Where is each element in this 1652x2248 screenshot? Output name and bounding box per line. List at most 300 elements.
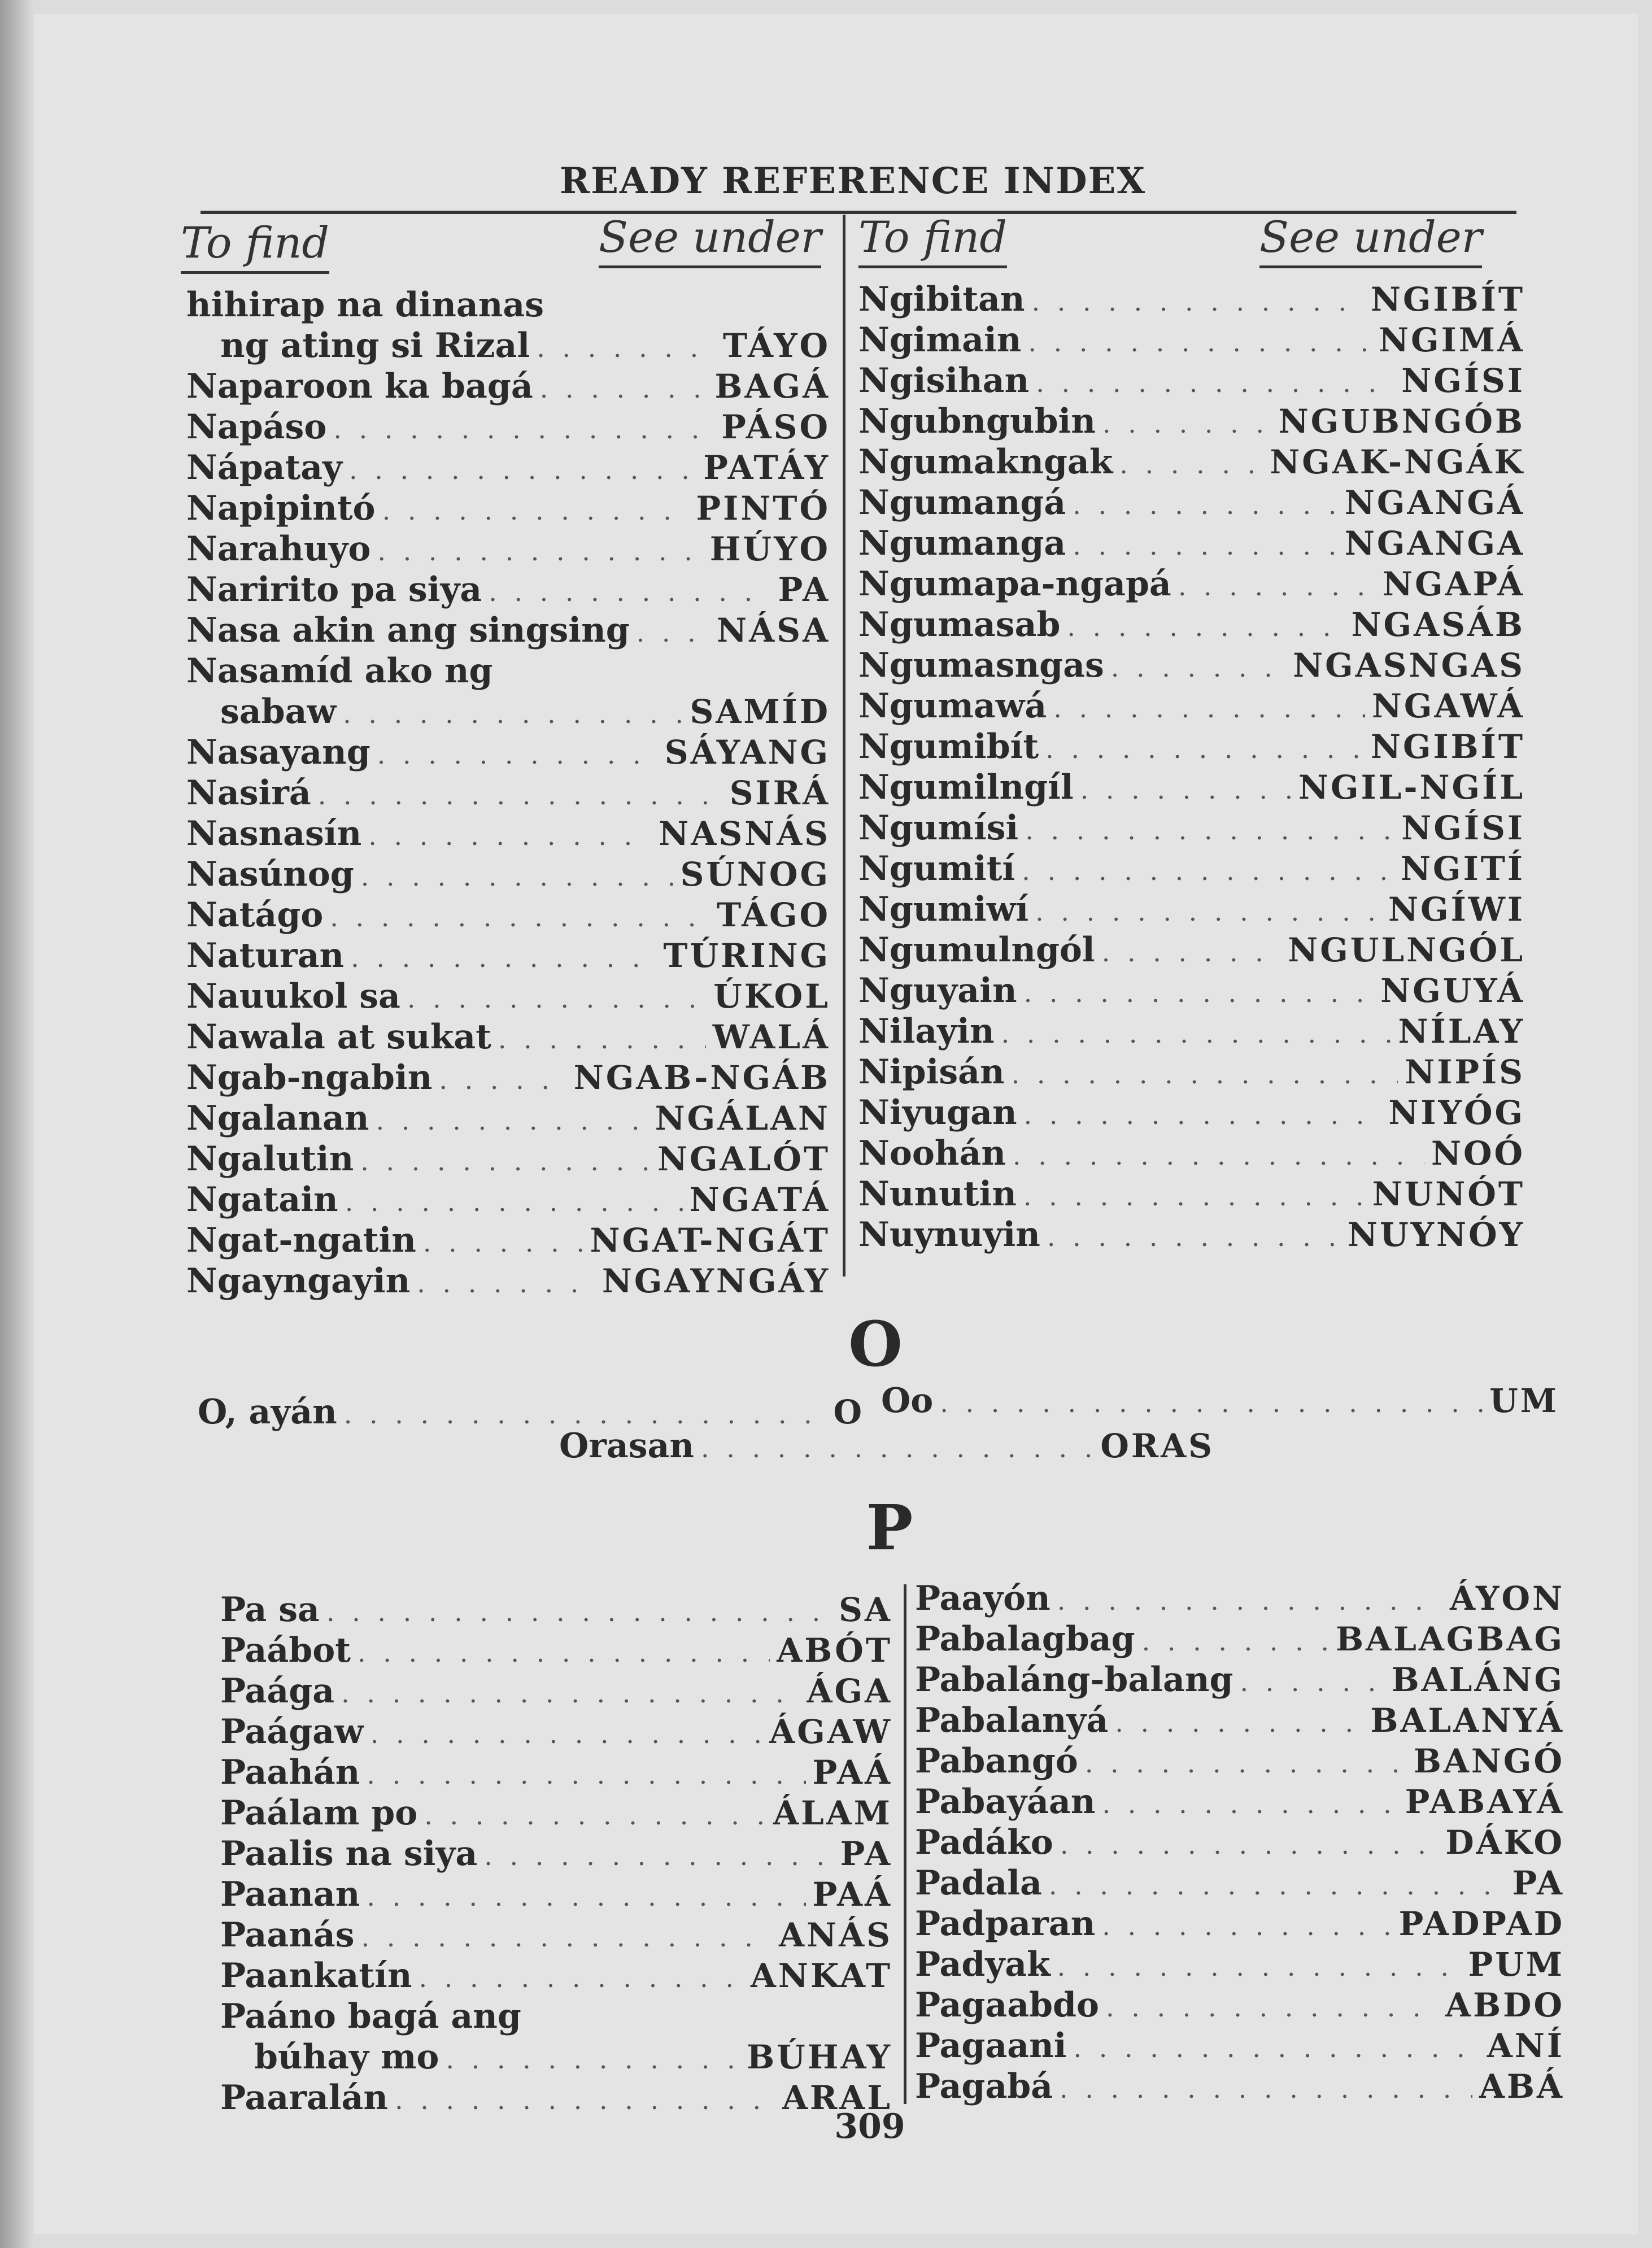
entry-reference: TÚRING	[663, 936, 830, 975]
entry-reference: NIYÓG	[1388, 1093, 1525, 1132]
entry-term: Nasirá	[186, 773, 311, 813]
entry-reference: NGAYNGÁY	[601, 1262, 830, 1300]
index-entry	[858, 402, 1525, 442]
entry-term: Paanan	[220, 1875, 360, 1914]
entry-reference: NGASÁB	[1351, 605, 1525, 644]
entry-reference: NGUBNGÓB	[1278, 402, 1525, 441]
index-entry	[186, 936, 830, 977]
entry-reference: ABÁ	[1479, 2067, 1564, 2106]
index-entry	[186, 651, 830, 692]
entry-term: Ngat-ngatin	[186, 1221, 416, 1260]
entry-reference: ANKAT	[750, 1957, 892, 1995]
entry-reference: ÁLAM	[773, 1794, 892, 1832]
entry-reference: PADPAD	[1398, 1905, 1564, 1943]
index-entry	[858, 1174, 1525, 1215]
entry-reference: PA	[1512, 1864, 1564, 1902]
leader-dots	[1024, 978, 1374, 1008]
entry-reference: ABÓT	[777, 1631, 892, 1670]
index-entry	[186, 489, 830, 529]
entry-reference: ANÍ	[1487, 2027, 1564, 2065]
entry-reference: TÁGO	[716, 896, 830, 934]
index-entry	[186, 1058, 830, 1099]
index-entry	[220, 1997, 892, 2037]
leader-dots	[540, 373, 708, 404]
leader-dots	[395, 2085, 775, 2115]
entry-term: Paálam po	[220, 1793, 418, 1833]
leader-dots	[1067, 612, 1344, 642]
leader-dots	[1032, 286, 1364, 317]
leader-dots	[1060, 2073, 1472, 2104]
entry-term: Noohán	[858, 1134, 1006, 1173]
leader-dots	[1028, 327, 1372, 358]
index-entry	[858, 727, 1525, 768]
leader-dots	[1060, 1829, 1439, 1860]
leader-dots	[1111, 652, 1286, 683]
entry-term: Ngisihan	[858, 361, 1030, 400]
entry-term: ng ating si Rizal	[220, 326, 530, 365]
entry-term: Nasa akin ang singsing	[186, 611, 630, 650]
leader-dots	[1025, 815, 1394, 846]
index-entry	[186, 1221, 830, 1261]
leader-dots	[367, 1881, 805, 1912]
entry-term: Pabaláng-balang	[915, 1660, 1233, 1700]
index-entry	[858, 808, 1525, 849]
entry-term: Ngumiwí	[858, 890, 1029, 929]
leader-dots	[326, 1597, 832, 1627]
leader-dots	[489, 577, 771, 607]
leader-dots	[1053, 693, 1365, 724]
index-entry	[186, 773, 830, 814]
index-entry	[186, 611, 830, 651]
leader-dots	[370, 1719, 762, 1749]
index-entry	[915, 1660, 1564, 1701]
entry-reference: WALÁ	[712, 1018, 830, 1056]
leader-dots	[1074, 2033, 1480, 2063]
entry-term: hihirap na dinanas	[186, 285, 544, 325]
entry-reference: NUNÓT	[1372, 1175, 1525, 1213]
entry-reference: BALAGBAG	[1336, 1620, 1564, 1658]
entry-term: Paanás	[220, 1915, 355, 1955]
leader-dots	[446, 2044, 740, 2075]
index-entry	[858, 1052, 1525, 1093]
index-entry	[858, 646, 1525, 686]
entry-term: Nipisán	[858, 1052, 1005, 1092]
entry-term: Ngumití	[858, 849, 1015, 888]
entry-term: Pabalanyá	[915, 1701, 1109, 1740]
entry-term: Ngatain	[186, 1180, 338, 1219]
entry-term: Ngumasngas	[858, 646, 1104, 685]
entry-term: Nasamíd ako ng	[186, 651, 493, 691]
index-entry	[915, 1863, 1564, 1904]
entry-term: Padyak	[915, 1945, 1051, 1984]
entry-term: Ngayngayin	[186, 1261, 411, 1301]
page-number: 309	[834, 2107, 905, 2146]
entry-reference: NGÍSI	[1401, 361, 1525, 400]
leader-dots	[1047, 1222, 1341, 1252]
column-divider-bottom	[904, 1584, 906, 2104]
p-right-entries	[915, 1579, 1564, 2107]
entry-reference: BANGÓ	[1413, 1742, 1564, 1780]
entry-term: Narahuyo	[186, 529, 371, 569]
entry-term: Naririto pa siya	[186, 570, 482, 609]
leader-dots	[1057, 1585, 1443, 1616]
index-entry	[858, 280, 1525, 320]
entry-term: Ngumangá	[858, 483, 1066, 522]
entry-term: Ngimain	[858, 320, 1022, 360]
leader-dots	[361, 1922, 773, 1953]
index-entry	[858, 320, 1525, 361]
entry-reference: ANÁS	[779, 1916, 892, 1954]
entry-reference: PUM	[1468, 1945, 1564, 1984]
leader-dots	[1073, 530, 1338, 561]
entry-term: Ngumawá	[858, 686, 1047, 726]
leader-dots	[343, 699, 683, 729]
entry-term: Ngumibít	[858, 727, 1039, 766]
entry-term: Pagabá	[915, 2067, 1053, 2106]
entry-term: Naparoon ka bagá	[186, 367, 533, 406]
entry-term: Nuynuyin	[858, 1215, 1040, 1254]
entry-term: Nunutin	[858, 1174, 1017, 1214]
index-entry	[186, 1099, 830, 1139]
leader-dots	[341, 1678, 800, 1709]
entry-term: Pagaabdo	[915, 1985, 1100, 2025]
entry-term: Pabangó	[915, 1741, 1078, 1781]
entry-term: Niyugan	[858, 1093, 1017, 1132]
entry-term: Padparan	[915, 1904, 1096, 1944]
entry-reference: SIRÁ	[729, 774, 830, 812]
entry-term: Ngumísi	[858, 808, 1019, 848]
entry-reference: BALANYÁ	[1370, 1701, 1564, 1740]
entry-term: Paáno bagá ang	[220, 1997, 521, 2036]
entry-reference: NGIBÍT	[1371, 280, 1525, 319]
entry-term: Ngubngubin	[858, 402, 1096, 441]
index-entry	[186, 529, 830, 570]
index-entry	[858, 849, 1525, 890]
section-letter-p: P	[866, 1491, 913, 1564]
entry-term: Pa sa	[220, 1590, 320, 1630]
entry-term: Nasayang	[186, 733, 370, 772]
leader-dots	[1024, 1100, 1382, 1130]
entry-reference: NGAT-NGÁT	[590, 1221, 830, 1260]
leader-dots	[1057, 1951, 1462, 1982]
index-entry	[186, 407, 830, 448]
index-entry	[858, 605, 1525, 646]
entry-reference: PINTÓ	[696, 489, 830, 528]
leader-dots	[637, 617, 710, 648]
leader-dots	[1106, 1992, 1439, 2023]
entry-reference: PABAYÁ	[1405, 1783, 1564, 1821]
entry-term: Nguyain	[858, 971, 1017, 1010]
entry-reference: SÚNOG	[680, 855, 830, 894]
leader-dots	[1102, 408, 1272, 439]
leader-dots	[439, 1065, 566, 1095]
entry-term: Paágaw	[220, 1712, 364, 1752]
entry-reference: TÁYO	[722, 326, 830, 365]
entry-reference: PAÁ	[812, 1875, 892, 1914]
entry-reference: ÁGA	[807, 1672, 892, 1710]
leader-dots	[382, 495, 690, 526]
entry-reference: NGAPÁ	[1383, 565, 1525, 603]
leader-dots	[1045, 734, 1364, 764]
entry-term: Paahán	[220, 1753, 360, 1792]
index-entry	[858, 1093, 1525, 1134]
leader-dots	[1001, 1018, 1392, 1049]
leader-dots	[1080, 774, 1292, 805]
entry-term: Natágo	[186, 895, 324, 935]
entry-term: Paalis na siya	[220, 1834, 478, 1874]
index-entry: Oo . . . UM	[881, 1381, 1559, 1422]
entry-reference: BÚHAY	[747, 2038, 892, 2076]
leader-dots	[367, 1759, 805, 1790]
index-entry: O, ayán . . . O	[198, 1392, 864, 1433]
entry-term: Padala	[915, 1863, 1042, 1903]
entry-reference: PA	[840, 1835, 892, 1873]
leader-dots	[423, 1227, 583, 1258]
leader-dots	[1085, 1748, 1407, 1779]
leader-dots	[1012, 1059, 1398, 1090]
entry-reference: NGAB-NGÁB	[573, 1058, 830, 1097]
leader-dots	[330, 902, 710, 933]
entry-reference: BALÁNG	[1391, 1661, 1564, 1699]
leader-dots	[1049, 1870, 1506, 1901]
entry-reference: NIPÍS	[1405, 1053, 1525, 1091]
index-entry	[186, 1180, 830, 1221]
leader-dots	[1013, 1140, 1424, 1171]
entry-term: Padáko	[915, 1823, 1053, 1862]
entry-term: Ngibitan	[858, 280, 1025, 319]
index-entry	[858, 930, 1525, 971]
index-entry	[186, 326, 830, 367]
p-left-entries	[220, 1590, 892, 2119]
index-entry	[858, 442, 1525, 483]
index-entry	[858, 1215, 1525, 1256]
entry-reference: NGITÍ	[1401, 849, 1525, 888]
entry-reference: HÚYO	[709, 530, 830, 568]
entry-term: Ngumapa-ngapá	[858, 564, 1171, 604]
page-title: READY REFERENCE INDEX	[559, 160, 1147, 202]
entry-term: Nasúnog	[186, 855, 354, 894]
entry-reference: NGIL-NGÍL	[1298, 768, 1525, 807]
index-entry: Orasan . . . ORAS	[559, 1426, 1214, 1467]
entry-reference: PAÁ	[812, 1753, 892, 1792]
index-entry	[858, 564, 1525, 605]
leader-dots	[360, 1146, 651, 1177]
index-entry	[186, 692, 830, 733]
leader-dots	[1036, 368, 1394, 398]
entry-term: Pagaani	[915, 2026, 1067, 2066]
entry-reference: BAGÁ	[714, 367, 830, 406]
index-entry	[220, 1671, 892, 1712]
section-letter-o: O	[848, 1308, 903, 1380]
entry-reference: ÁGAW	[769, 1713, 892, 1751]
entry-reference: DÁKO	[1445, 1823, 1564, 1862]
entry-reference: NGÍWI	[1388, 890, 1525, 929]
index-entry	[186, 285, 830, 326]
index-entry	[186, 733, 830, 773]
left-see-under-heading: See under	[599, 212, 821, 262]
leader-dots	[1102, 1911, 1392, 1941]
entry-reference: NUYNÓY	[1348, 1216, 1525, 1254]
leader-dots	[1119, 449, 1263, 480]
leader-dots	[419, 1963, 743, 1993]
leader-dots	[1023, 1181, 1366, 1212]
leader-dots	[1240, 1667, 1384, 1697]
index-entry	[915, 1782, 1564, 1823]
entry-reference: NGASNGAS	[1293, 646, 1525, 685]
leader-dots	[361, 861, 674, 892]
entry-reference: NOÓ	[1431, 1134, 1525, 1173]
index-entry	[220, 2037, 892, 2078]
entry-reference: SA	[839, 1591, 892, 1629]
entry-reference: NASNÁS	[659, 814, 830, 853]
index-entry	[186, 367, 830, 407]
entry-reference: NGUYÁ	[1380, 971, 1525, 1010]
index-entry	[858, 1012, 1525, 1052]
leader-dots	[1022, 856, 1394, 886]
leader-dots	[377, 536, 703, 567]
entry-reference: NGALÓT	[657, 1140, 830, 1178]
index-entry	[858, 686, 1525, 727]
entry-term: Naturan	[186, 936, 345, 975]
index-entry	[915, 1701, 1564, 1741]
entry-reference: NGANGA	[1344, 524, 1525, 563]
entry-reference: NGÍSI	[1401, 809, 1525, 847]
index-entry	[915, 2026, 1564, 2067]
index-entry	[186, 1139, 830, 1180]
entry-reference: NGATÁ	[689, 1180, 830, 1219]
index-entry	[858, 361, 1525, 402]
entry-term: Nawala at sukat	[186, 1017, 491, 1057]
index-entry	[186, 814, 830, 855]
entry-term: Ngab-ngabin	[186, 1058, 433, 1097]
entry-term: sabaw	[220, 692, 337, 731]
leader-dots	[424, 1800, 766, 1831]
entry-term: Paábot	[220, 1631, 351, 1670]
leader-dots	[377, 739, 658, 770]
index-entry	[858, 524, 1525, 564]
entry-term: Napipintó	[186, 489, 376, 528]
entry-term: Ngumulngól	[858, 930, 1095, 970]
entry-term: Nápatay	[186, 448, 343, 487]
index-entry	[915, 1823, 1564, 1863]
entry-reference: ÁYON	[1449, 1579, 1564, 1618]
entry-reference: NÁSA	[717, 611, 830, 650]
entry-reference: NGAK-NGÁK	[1270, 443, 1525, 481]
index-entry	[186, 448, 830, 489]
index-entry	[915, 2067, 1564, 2107]
index-entry	[915, 1985, 1564, 2026]
index-entry	[915, 1579, 1564, 1619]
entry-reference: PÁSO	[721, 408, 830, 446]
entry-term: Paaralán	[220, 2078, 389, 2118]
leader-dots	[537, 333, 716, 363]
index-entry	[858, 483, 1525, 524]
entry-term: Ngumanga	[858, 524, 1066, 563]
right-to-find-heading: To find	[858, 212, 1007, 262]
column-divider-top	[843, 215, 845, 1277]
leader-dots	[358, 1637, 770, 1668]
entry-reference: SÁYANG	[664, 733, 830, 772]
index-entry	[858, 890, 1525, 930]
entry-term: Nilayin	[858, 1012, 995, 1051]
entry-reference: ARAL	[782, 2079, 892, 2117]
index-entry	[220, 1793, 892, 1834]
entry-term: Ngumilngíl	[858, 768, 1074, 807]
index-entry	[220, 1712, 892, 1753]
entry-reference: NGIBÍT	[1371, 727, 1525, 766]
entry-term: Nasnasín	[186, 814, 362, 853]
entry-term: Ngumasab	[858, 605, 1061, 644]
entry-term: Pabayáan	[915, 1782, 1096, 1822]
index-entry	[186, 1017, 830, 1058]
entry-term: Ngumakngak	[858, 442, 1113, 482]
entry-reference: ABDO	[1445, 1986, 1564, 2024]
index-entry	[220, 1875, 892, 1915]
entry-reference: SAMÍD	[690, 692, 830, 731]
index-entry	[220, 1753, 892, 1793]
leader-dots	[1073, 490, 1338, 520]
leader-dots	[351, 943, 656, 973]
index-entry	[186, 570, 830, 611]
index-entry	[220, 1956, 892, 1997]
entry-reference: ÚKOL	[713, 977, 830, 1016]
leader-dots	[498, 1024, 706, 1055]
entry-term: Paankatín	[220, 1956, 412, 1996]
entry-term: Nauukol sa	[186, 977, 400, 1016]
leader-dots	[1102, 937, 1282, 968]
book-page	[23, 14, 1638, 2234]
index-entry	[915, 1945, 1564, 1985]
leader-dots	[1178, 571, 1376, 602]
entry-term: Pabalagbag	[915, 1619, 1135, 1659]
leader-dots	[349, 455, 696, 485]
index-entry	[858, 971, 1525, 1012]
entry-term: búhay mo	[254, 2037, 439, 2077]
top-left-entries	[186, 285, 830, 1302]
entry-reference: PATÁY	[703, 448, 830, 487]
leader-dots	[1115, 1707, 1363, 1738]
leader-dots	[1035, 896, 1381, 927]
index-entry	[186, 855, 830, 895]
leader-dots	[318, 780, 723, 811]
top-right-entries	[858, 280, 1525, 1256]
entry-reference: NGANGÁ	[1344, 483, 1525, 522]
index-entry	[220, 1834, 892, 1875]
index-entry	[915, 1619, 1564, 1660]
leader-dots	[333, 414, 714, 445]
entry-term: Paága	[220, 1671, 335, 1711]
index-entry	[186, 1261, 830, 1302]
leader-dots	[345, 1187, 683, 1217]
entry-reference: NGIMÁ	[1379, 321, 1525, 359]
entry-reference: NGÁLAN	[655, 1099, 830, 1138]
left-to-find-heading: To find	[181, 217, 329, 268]
index-entry	[858, 1134, 1525, 1174]
binding-shadow	[0, 0, 34, 2248]
index-entry	[186, 895, 830, 936]
index-entry	[186, 977, 830, 1017]
index-entry	[915, 1904, 1564, 1945]
leader-dots	[376, 1105, 648, 1136]
entry-reference: NGULNGÓL	[1288, 931, 1525, 969]
index-entry	[220, 1915, 892, 1956]
index-entry	[220, 1590, 892, 1631]
entry-reference: NÍLAY	[1398, 1012, 1525, 1051]
entry-term: Napáso	[186, 407, 327, 447]
leader-dots	[407, 983, 707, 1014]
index-entry	[220, 2078, 892, 2119]
right-see-under-heading: See under	[1259, 212, 1482, 262]
